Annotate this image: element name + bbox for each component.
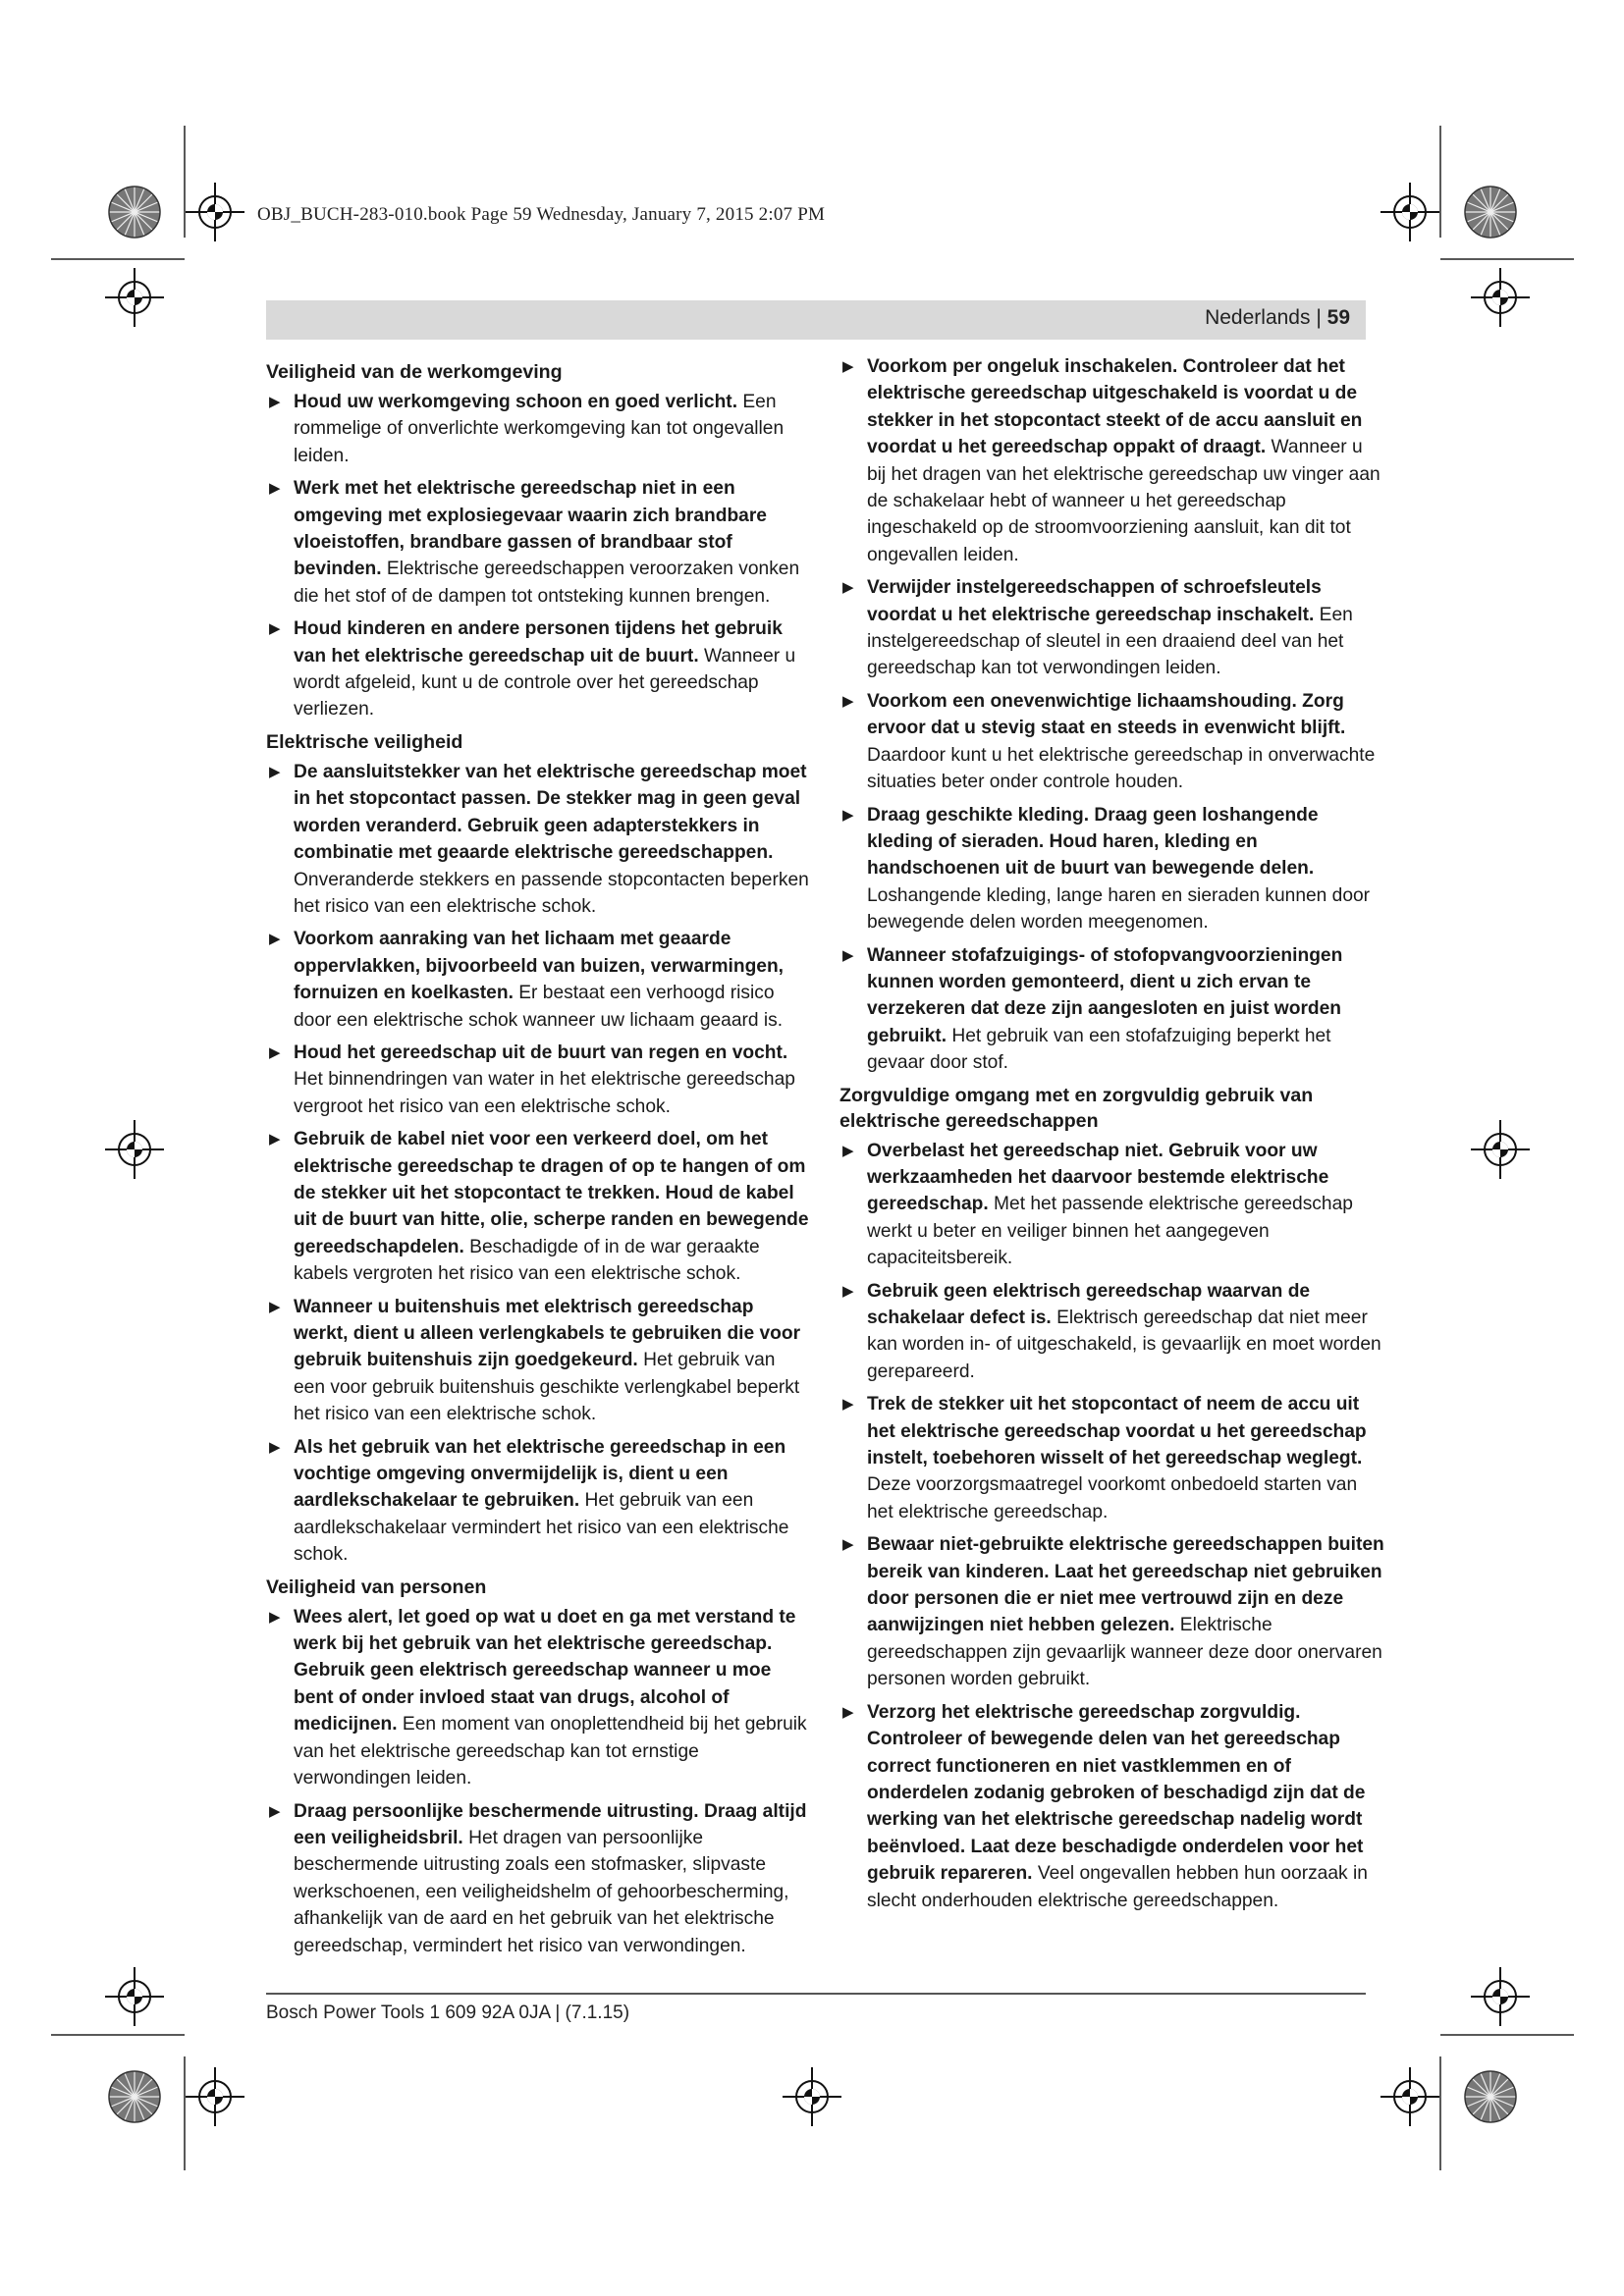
instruction-bold: Houd kinderen en andere personen tijdens het gebruik van het elektrische gereedschap uit de buurt. — [294, 618, 783, 667]
left-column — [266, 353, 811, 1965]
instruction-bold: Gebruik de kabel niet voor een verkeerd doel, om het elektrische gereedschap te dragen of op te hangen of om de stekker uit het stopcontact te trekken. Houd de kabel uit de buurt van hitte, olie, scherpe randen en bewegende gereedschapdelen. — [294, 1129, 809, 1257]
instruction-bold: Trek de stekker uit het stopcontact of neem de accu uit het elektrische gereedschap voordat u het gereedschap instelt, toebehoren wisselt of het gereedschap weglegt. — [867, 1394, 1367, 1469]
triangle-bullet-icon: ▶ — [269, 1802, 281, 1820]
triangle-bullet-icon: ▶ — [269, 763, 281, 780]
triangle-bullet-icon: ▶ — [269, 1438, 281, 1456]
triangle-bullet-icon: ▶ — [269, 1131, 281, 1148]
instruction-bold: Verwijder instelgereedschappen of schroefsleutels voordat u het elektrische gereedschap inschakelt. — [867, 577, 1322, 625]
instruction-bold: Werk met het elektrische gereedschap niet in een omgeving met explosiegevaar waarin zich brandbare vloeistoffen, brandbare gassen of brandbaar stof bevinden. — [294, 478, 767, 580]
header-text — [1205, 306, 1350, 330]
safety-instruction — [839, 1138, 1384, 1272]
instruction-bold: Draag persoonlijke beschermende uitrusting. Draag altijd een veiligheidsbril. — [294, 1800, 807, 1848]
instruction-text: Een moment van onoplettendheid bij het gebruik van het elektrische gereedschap kan tot ernstige verwondingen leiden. — [294, 1714, 807, 1789]
instruction-bold: Voorkom per ongeluk inschakelen. Controleer dat het elektrische gereedschap uitgeschakeld is voordat u de stekker in het stopcontact steekt of de accu aansluit en voordat u het gereedschap oppakt of draagt. — [867, 356, 1363, 458]
safety-instruction — [266, 926, 811, 1034]
triangle-bullet-icon: ▶ — [842, 358, 854, 375]
instruction-bold: Overbelast het gereedschap niet. Gebruik voor uw werkzaamheden het daarvoor bestemde elektrische gereedschap. — [867, 1140, 1329, 1215]
safety-instruction — [839, 353, 1384, 568]
safety-instruction — [839, 1278, 1384, 1386]
section-heading: Zorgvuldige omgang met en zorgvuldig gebruik van elektrische gereedschappen — [839, 1084, 1314, 1132]
safety-instruction — [266, 615, 811, 723]
safety-instruction — [266, 759, 811, 920]
triangle-bullet-icon: ▶ — [842, 692, 854, 710]
safety-instruction — [839, 1391, 1384, 1525]
safety-instruction — [266, 475, 811, 610]
section-heading: Elektrische veiligheid — [266, 730, 463, 753]
safety-instruction — [266, 1040, 811, 1120]
triangle-bullet-icon: ▶ — [842, 579, 854, 597]
instruction-text: Het gebruik van een stofafzuiging beperkt het gevaar door stof. — [867, 1025, 1331, 1074]
safety-instruction — [266, 1126, 811, 1287]
triangle-bullet-icon: ▶ — [269, 1608, 281, 1626]
section-heading: Veiligheid van personen — [266, 1575, 487, 1598]
instruction-text: Wanneer u wordt afgeleid, kunt u de controle over het gereedschap verliezen. — [294, 645, 796, 721]
safety-instruction — [839, 1699, 1384, 1914]
footer-text: Bosch Power Tools 1 609 92A 0JA | (7.1.15) — [266, 2002, 630, 2023]
instruction-bold: Wanneer u buitenshuis met elektrisch gereedschap werkt, dient u alleen verlengkabels te gebruiken die voor gebruik buitenshuis zijn goedgekeurd. — [294, 1296, 801, 1371]
instruction-bold: Verzorg het elektrische gereedschap zorgvuldig. Controleer of bewegende delen van het gereedschap correct functioneren en niet vastklemmen en of onderdelen zodanig gebroken of beschadigd zijn dat de werking van het elektrische gereedschap nadelig wordt beënvloed. Laat deze beschadigde onderdelen voor het gebruik repareren. — [867, 1701, 1366, 1885]
instruction-bold: De aansluitstekker van het elektrische gereedschap moet in het stopcontact passen. De stekker mag in geen geval worden veranderd. Gebruik geen adapterstekkers in combinatie met geaarde elektrische gereedschappen. — [294, 761, 807, 864]
instruction-text: Het gebruik van een voor gebruik buitenshuis geschikte verlengkabel beperkt het risico van een elektrische schok. — [294, 1350, 800, 1425]
instruction-text: Onveranderde stekkers en passende stopcontacten beperken het risico van een elektrische schok. — [294, 869, 809, 917]
safety-instruction — [266, 1798, 811, 1959]
instruction-text: Het binnendringen van water in het elektrische gereedschap vergroot het risico van een elektrische schok. — [294, 1069, 795, 1117]
instruction-text: Deze voorzorgsmaatregel voorkomt onbedoeld starten van het elektrische gereedschap. — [867, 1474, 1358, 1522]
instruction-text: Een rommelige of onverlichte werkomgeving kan tot ongevallen leiden. — [294, 392, 785, 466]
safety-instruction — [266, 1604, 811, 1792]
triangle-bullet-icon: ▶ — [842, 1282, 854, 1300]
instruction-bold: Voorkom een onevenwichtige lichaamshouding. Zorg ervoor dat u stevig staat en steeds in evenwicht blijft. — [867, 690, 1346, 739]
triangle-bullet-icon: ▶ — [269, 1043, 281, 1061]
safety-instruction — [839, 802, 1384, 936]
safety-instruction — [839, 574, 1384, 682]
instruction-text: Daardoor kunt u het elektrische gereedschap in onverwachte situaties beter onder controle houden. — [867, 744, 1376, 793]
instruction-text: Loshangende kleding, lange haren en sieraden kunnen door bewegende delen worden meegenomen. — [867, 884, 1371, 934]
instruction-text: Er bestaat een verhoogd risico door een elektrische schok wanneer uw lichaam geaard is. — [294, 983, 784, 1031]
safety-instruction — [839, 1531, 1384, 1692]
triangle-bullet-icon: ▶ — [842, 1396, 854, 1414]
instruction-bold: Wees alert, let goed op wat u doet en ga met verstand te werk bij het gebruik van het elektrische gereedschap. Gebruik geen elektrisch gereedschap wanneer u moe bent of onder invloed staat van drugs, alcohol of medicijnen. — [294, 1606, 796, 1735]
instruction-bold: Houd uw werkomgeving schoon en goed verlicht. — [294, 392, 738, 412]
instruction-bold: Als het gebruik van het elektrische gereedschap in een vochtige omgeving onvermijdelijk is, dient u een aardlekschakelaar te gebruiken. — [294, 1436, 786, 1512]
instruction-text: Het dragen van persoonlijke beschermende uitrusting zoals een stofmasker, slipvaste werkschoenen, een veiligheidshelm of gehoorbescherming, afhankelijk van de aard en het gebruik van het elektrische gereedschap, vermindert het risico van verwondingen. — [294, 1827, 789, 1956]
triangle-bullet-icon: ▶ — [842, 946, 854, 964]
triangle-bullet-icon: ▶ — [269, 1298, 281, 1315]
section-heading: Veiligheid van de werkomgeving — [266, 361, 563, 383]
safety-instruction — [839, 688, 1384, 796]
instruction-bold: Wanneer stofafzuigings- of stofopvangvoorzieningen kunnen worden gemonteerd, dient u zich ervan te verzekeren dat deze zijn aangesloten en juist worden gebruikt. — [867, 944, 1343, 1046]
triangle-bullet-icon: ▶ — [842, 1536, 854, 1554]
instruction-bold: Voorkom aanraking van het lichaam met geaarde oppervlakken, bijvoorbeeld van buizen, verwarmingen, fornuizen en koelkasten. — [294, 929, 785, 1004]
triangle-bullet-icon: ▶ — [269, 480, 281, 498]
triangle-bullet-icon: ▶ — [842, 1703, 854, 1721]
triangle-bullet-icon: ▶ — [269, 394, 281, 410]
instruction-text: Met het passende elektrische gereedschap werkt u beter en veiliger binnen het aangegeven capaciteitsbereik. — [867, 1194, 1353, 1269]
instruction-text: Het gebruik van een aardlekschakelaar vermindert het risico van een elektrische schok. — [294, 1490, 789, 1566]
page-header — [266, 300, 1366, 340]
instruction-text: Elektrische gereedschappen veroorzaken vonken die het stof of de dampen tot ontsteking kunnen brengen. — [294, 559, 800, 607]
triangle-bullet-icon: ▶ — [269, 620, 281, 638]
footer-rule — [266, 1993, 1366, 1995]
triangle-bullet-icon: ▶ — [842, 806, 854, 824]
right-column — [839, 353, 1384, 1920]
triangle-bullet-icon: ▶ — [269, 931, 281, 948]
instruction-bold: Houd het gereedschap uit de buurt van regen en vocht. — [294, 1041, 788, 1063]
instruction-text: Een instelgereedschap of sleutel in een draaiend deel van het gereedschap kan tot verwondingen leiden. — [867, 604, 1353, 679]
print-slug: OBJ_BUCH-283-010.book Page 59 Wednesday, January 7, 2015 2:07 PM — [257, 204, 826, 225]
header-separator: | — [1316, 306, 1322, 329]
instruction-text: Veel ongevallen hebben hun oorzaak in slecht onderhouden elektrische gereedschappen. — [867, 1863, 1368, 1911]
safety-instruction — [266, 1294, 811, 1428]
instruction-text: Elektrisch gereedschap dat niet meer kan worden in- of uitgeschakeld, is gevaarlijk en moet worden gerepareerd. — [867, 1308, 1381, 1382]
safety-instruction — [266, 1434, 811, 1569]
instruction-bold: Bewaar niet-gebruikte elektrische gereedschappen buiten bereik van kinderen. Laat het gereedschap niet gebruiken door personen die er niet mee vertrouwd zijn en deze aanwijzingen niet hebben gelezen. — [867, 1534, 1384, 1636]
instruction-bold: Draag geschikte kleding. Draag geen loshangende kleding of sieraden. Houd haren, kleding en handschoenen uit de buurt van bewegende delen. — [867, 804, 1319, 880]
header-language: Nederlands — [1205, 306, 1311, 329]
safety-instruction — [839, 942, 1384, 1077]
instruction-text: Beschadigde of in de war geraakte kabels vergroten het risico van een elektrische schok. — [294, 1236, 760, 1285]
instruction-bold: Gebruik geen elektrisch gereedschap waarvan de schakelaar defect is. — [867, 1280, 1311, 1328]
instruction-text: Elektrische gereedschappen zijn gevaarlijk wanneer deze door onervaren personen worden gebruikt. — [867, 1615, 1382, 1690]
instruction-text: Wanneer u bij het dragen van het elektrische gereedschap uw vinger aan de schakelaar hebt of wanneer u het gereedschap ingeschakeld op de stroomvoorziening aansluit, kan dit tot ongevallen leiden. — [867, 437, 1380, 565]
safety-instruction — [266, 389, 811, 469]
header-page-number: 59 — [1326, 306, 1350, 329]
triangle-bullet-icon: ▶ — [842, 1142, 854, 1159]
